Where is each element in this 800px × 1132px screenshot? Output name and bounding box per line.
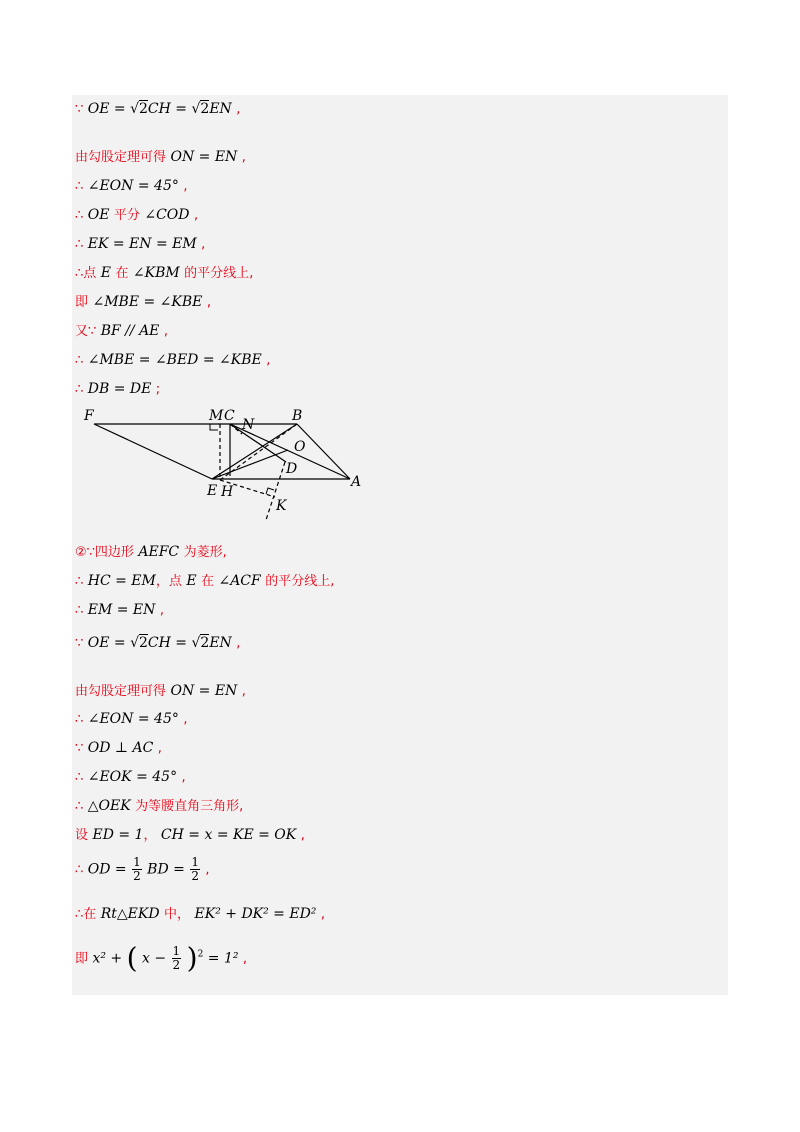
equation: BF // AE — [100, 323, 160, 339]
segment-cd — [230, 424, 286, 462]
statement-text: 由勾股定理可得 — [75, 684, 167, 699]
line-14 — [75, 634, 240, 653]
statement-text: 即 — [75, 951, 89, 967]
therefore-symbol: ∴ — [75, 712, 84, 727]
comma: , — [193, 208, 199, 223]
equation: ∠EON = 45° — [87, 178, 179, 194]
line-18 — [75, 768, 186, 787]
line-2 — [75, 148, 246, 167]
equation: DB = DE — [87, 381, 152, 397]
semicolon: ; — [155, 382, 161, 397]
equation: BD = — [147, 861, 185, 878]
numerator: 1 — [172, 944, 181, 958]
denominator: 2 — [133, 869, 141, 883]
comma: , — [181, 770, 186, 785]
comma: , — [236, 636, 241, 651]
exponent-2: 2 — [197, 949, 204, 960]
therefore-symbol: ∴ — [75, 266, 84, 281]
denominator: 2 — [172, 958, 181, 972]
statement-text: ②∵四边形 — [75, 545, 134, 560]
numerator: 1 — [191, 855, 199, 869]
statement-text: 在 — [83, 907, 97, 922]
fraction-one-half — [132, 856, 142, 883]
comma: , — [163, 324, 168, 339]
comma: , — [222, 545, 227, 560]
because-symbol: ∵ — [75, 741, 84, 756]
comma: , — [241, 150, 246, 165]
equation: ED = 1 — [92, 827, 144, 843]
equation: ∠EOK = 45° — [87, 769, 178, 785]
comma: , — [242, 951, 248, 967]
comma: , — [320, 907, 326, 922]
right-paren: ) — [186, 941, 198, 975]
comma: , — [206, 295, 211, 310]
statement-text: 为菱形 — [183, 545, 223, 560]
statement-text: 中， — [164, 907, 191, 922]
comma: , — [239, 799, 244, 814]
comma: , — [159, 603, 164, 618]
equation: ∠EON = 45° — [87, 711, 179, 727]
equation: ON = EN — [170, 683, 238, 699]
fraction-one-half — [172, 945, 182, 972]
equation: = 1² — [207, 950, 239, 967]
line-23 — [75, 941, 248, 975]
line-22 — [75, 905, 325, 924]
label-f: F — [84, 408, 94, 424]
comma: , — [241, 684, 246, 699]
comma: , — [205, 862, 210, 878]
therefore-symbol: ∴ — [75, 237, 84, 252]
statement-text: 的平分线上 — [265, 574, 331, 589]
equation: AEFC — [138, 544, 180, 560]
label-o: O — [294, 439, 306, 455]
equation: OD = — [87, 861, 127, 878]
line-5 — [75, 235, 205, 254]
because-symbol: ∵ — [75, 636, 84, 651]
line-6 — [75, 264, 253, 283]
line-21 — [75, 856, 210, 883]
line-20 — [75, 826, 305, 845]
line-4 — [75, 206, 198, 225]
comma: , — [300, 828, 305, 843]
equation: EK² + DK² = ED² — [194, 906, 317, 922]
statement-text: 设 — [75, 828, 89, 843]
right-angle-k — [266, 488, 274, 494]
comma: , — [183, 179, 188, 194]
line-16 — [75, 710, 187, 729]
line-12 — [75, 572, 334, 591]
equation: ∠MBE = ∠BED = ∠KBE — [87, 352, 262, 368]
equation: △OEK — [87, 798, 131, 814]
line-7 — [75, 293, 211, 312]
line-17 — [75, 739, 162, 758]
equation: ∠COD — [144, 207, 190, 223]
because-symbol: ∵ — [75, 102, 84, 117]
comma: , — [183, 712, 188, 727]
right-angle-m — [210, 424, 218, 430]
statement-text: 为等腰直角三角形 — [135, 799, 240, 814]
statement-text: 在 — [201, 574, 215, 589]
statement-text: 又∵ — [75, 324, 97, 339]
therefore-symbol: ∴ — [75, 799, 84, 814]
label-b: B — [292, 408, 303, 424]
equation-oe: OE = √2CH = √2EN — [87, 635, 232, 651]
line-10 — [75, 380, 160, 399]
equation: ∠MBE = ∠KBE — [92, 294, 203, 310]
comma: , — [201, 237, 206, 252]
equation: E — [100, 265, 111, 281]
line-3 — [75, 177, 187, 196]
statement-text: 平分 — [113, 208, 140, 223]
equation: ON = EN — [170, 149, 238, 165]
therefore-symbol: ∴ — [75, 574, 84, 589]
comma: , — [236, 102, 241, 117]
equation: ∠KBM — [132, 265, 180, 281]
label-a: A — [351, 474, 362, 490]
equation: Rt△EKD — [100, 906, 160, 922]
line-1 — [75, 100, 240, 119]
denominator: 2 — [191, 869, 199, 883]
equation: ∠ACF — [218, 573, 261, 589]
line-13 — [75, 601, 164, 620]
therefore-symbol: ∴ — [75, 862, 84, 878]
left-paren: ( — [126, 941, 138, 975]
therefore-symbol: ∴ — [75, 208, 84, 223]
label-m: M — [209, 408, 224, 424]
therefore-symbol: ∴ — [75, 382, 84, 397]
comma: , — [157, 741, 162, 756]
line-19 — [75, 797, 243, 816]
line-8 — [75, 322, 168, 341]
statement-text: 在 — [115, 266, 129, 281]
equation: HC = EM — [87, 573, 156, 589]
fraction-one-half — [190, 856, 200, 883]
equation: x² + — [92, 950, 123, 967]
label-k: K — [276, 498, 287, 514]
line-15 — [75, 682, 246, 701]
statement-text: 点 — [83, 266, 97, 281]
therefore-symbol: ∴ — [75, 907, 84, 922]
comma: , — [266, 353, 271, 368]
label-d: D — [286, 461, 298, 477]
equation: E — [186, 573, 197, 589]
numerator: 1 — [133, 855, 141, 869]
label-c: C — [224, 408, 235, 424]
therefore-symbol: ∴ — [75, 770, 84, 785]
statement-text: ，点 — [155, 574, 182, 589]
geometry-figure — [82, 402, 372, 527]
line-9 — [75, 351, 270, 370]
therefore-symbol: ∴ — [75, 353, 84, 368]
segment-fe — [94, 424, 212, 479]
label-h: H — [221, 484, 234, 500]
equation: x − — [142, 950, 167, 967]
equation: EK = EN = EM — [87, 236, 197, 252]
equation: EM = EN — [87, 602, 156, 618]
line-11 — [75, 543, 227, 562]
statement-text: ， — [143, 828, 157, 843]
equation: OD ⊥ AC — [87, 740, 154, 756]
statement-text: 由勾股定理可得 — [75, 150, 167, 165]
label-n: N — [242, 417, 255, 433]
statement-text: 即 — [75, 295, 89, 310]
equation: OE — [87, 207, 110, 223]
therefore-symbol: ∴ — [75, 179, 84, 194]
equation-oe: OE = √2CH = √2EN — [87, 101, 232, 117]
statement-text: 的平分线上 — [184, 266, 250, 281]
comma: , — [249, 266, 254, 281]
label-e: E — [207, 483, 218, 499]
therefore-symbol: ∴ — [75, 603, 84, 618]
equation: CH = x = KE = OK — [160, 827, 297, 843]
comma: , — [330, 574, 335, 589]
